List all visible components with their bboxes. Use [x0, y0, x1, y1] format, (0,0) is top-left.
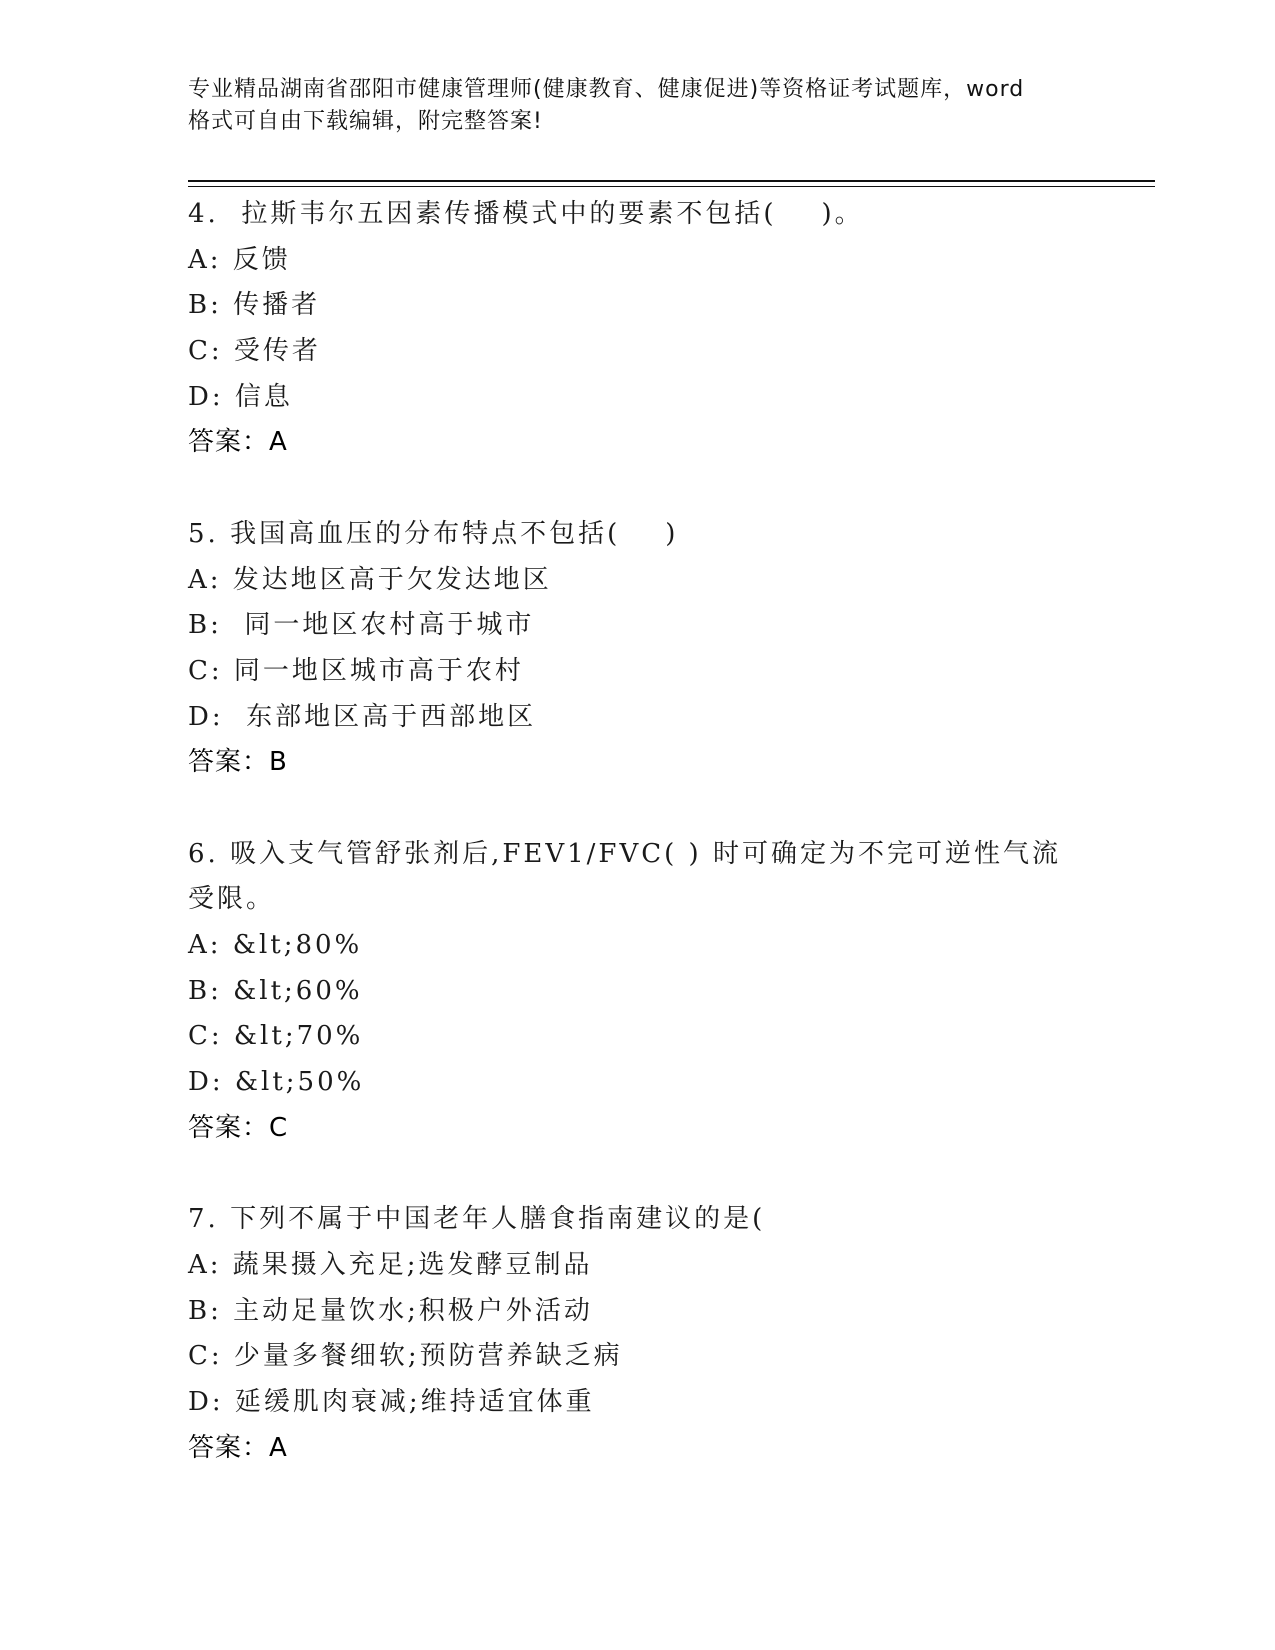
option-a: A: 反馈	[188, 244, 291, 275]
option-d: D: 东部地区高于西部地区	[188, 701, 537, 732]
question-stem: 4. 拉斯韦尔五因素传播模式中的要素不包括( )。	[188, 199, 864, 229]
option-c: C: 受传者	[188, 336, 321, 367]
header-line-2: 格式可自由下载编辑，附完整答案!	[188, 109, 543, 134]
question-5	[188, 512, 1088, 786]
question-list	[188, 192, 1088, 1471]
spacer	[188, 786, 1088, 832]
option-d: D: 延缓肌肉衰减;维持适宜体重	[188, 1386, 595, 1417]
answer-label: 答案：A	[188, 427, 288, 458]
spacer	[188, 466, 1088, 512]
question-4	[188, 192, 1088, 466]
option-d: D: &lt;50%	[188, 1067, 365, 1098]
option-b: B: &lt;60%	[188, 975, 363, 1006]
header-divider-thick	[188, 180, 1155, 182]
answer-label: 答案：C	[188, 1112, 289, 1143]
page-header	[188, 74, 1088, 138]
option-b: B: 同一地区农村高于城市	[188, 610, 535, 641]
option-d: D: 信息	[188, 381, 293, 412]
option-a: A: 发达地区高于欠发达地区	[188, 564, 552, 595]
option-b: B: 传播者	[188, 290, 321, 321]
option-c: C: 少量多餐细软;预防营养缺乏病	[188, 1341, 623, 1372]
option-b: B: 主动足量饮水;积极户外活动	[188, 1295, 593, 1326]
question-stem: 6. 吸入支气管舒张剂后,FEV1/FVC( ) 时可确定为不完可逆性气流受限。	[188, 838, 1061, 915]
answer-label: 答案：A	[188, 1432, 288, 1463]
option-a: A: &lt;80%	[188, 930, 363, 961]
question-6	[188, 832, 1088, 1152]
spacer	[188, 1151, 1088, 1197]
question-stem: 5. 我国高血压的分布特点不包括( )	[188, 518, 679, 549]
option-c: C: 同一地区城市高于农村	[188, 655, 524, 686]
option-a: A: 蔬果摄入充足;选发酵豆制品	[188, 1249, 593, 1280]
question-7	[188, 1197, 1088, 1471]
header-line-1: 专业精品湖南省邵阳市健康管理师(健康教育、健康促进)等资格证考试题库，word	[188, 77, 1025, 102]
question-stem: 7. 下列不属于中国老年人膳食指南建议的是(	[188, 1204, 766, 1235]
option-c: C: &lt;70%	[188, 1021, 364, 1052]
header-divider-thin	[188, 186, 1155, 187]
answer-label: 答案：B	[188, 747, 288, 778]
